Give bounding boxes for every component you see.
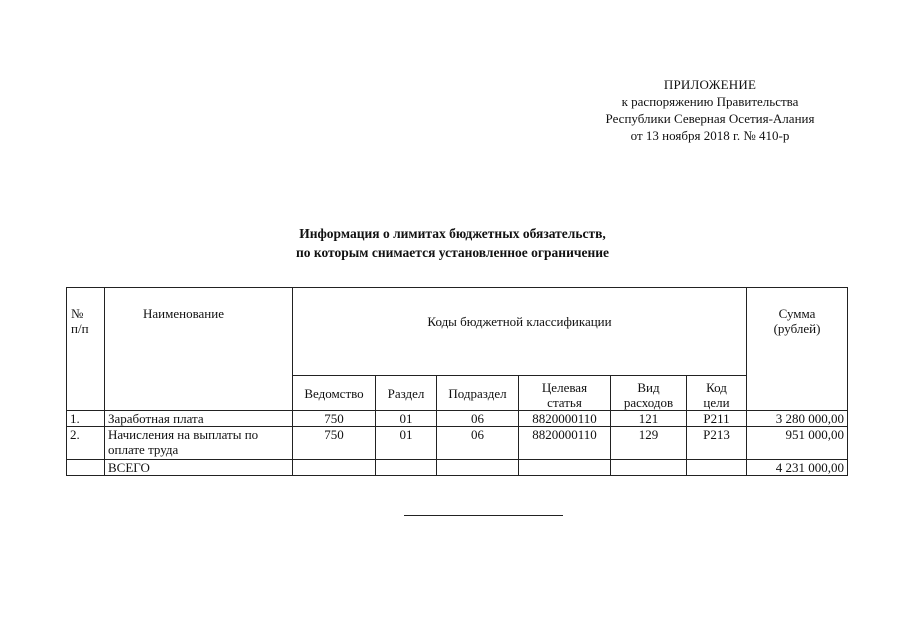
- header-budget-codes: Коды бюджетной классификации: [293, 288, 747, 376]
- total-empty-cell: [611, 460, 687, 476]
- row-target-article: 8820000110: [519, 411, 611, 427]
- header-purpose-code: [687, 376, 747, 411]
- table-row: [67, 411, 848, 427]
- total-empty-cell: [519, 460, 611, 476]
- header-sum-line2: (рублей): [773, 321, 821, 336]
- total-empty-cell: [687, 460, 747, 476]
- header-razdel: [376, 376, 437, 411]
- row-sum: 3 280 000,00: [747, 411, 848, 427]
- header-vid-line1: Вид: [637, 380, 660, 395]
- row-podrazdel: 06: [437, 411, 519, 427]
- header-vid-line2: расходов: [623, 395, 674, 410]
- header-vedomstvo: [293, 376, 376, 411]
- row-expense-type: 129: [611, 427, 687, 460]
- appendix-line-date: от 13 ноября 2018 г. № 410-р: [630, 128, 790, 143]
- total-row: [67, 460, 848, 476]
- total-empty-cell: [376, 460, 437, 476]
- header-expense-type: [611, 376, 687, 411]
- total-sum: 4 231 000,00: [747, 460, 848, 476]
- row-vedomstvo: 750: [293, 427, 376, 460]
- closing-divider: [404, 515, 563, 516]
- appendix-line-republic: Республики Северная Осетия-Алания: [605, 111, 815, 126]
- row-name-line2: оплате труда: [108, 442, 179, 457]
- row-razdel: 01: [376, 427, 437, 460]
- row-sum: 951 000,00: [747, 427, 848, 460]
- header-podrazdel: [437, 376, 519, 411]
- appendix-heading: ПРИЛОЖЕНИЕ: [663, 77, 757, 92]
- row-purpose-code: Р213: [687, 427, 747, 460]
- header-vedomstvo-label: Ведомство: [304, 386, 364, 401]
- total-empty-cell: [293, 460, 376, 476]
- table-row: [67, 427, 848, 460]
- header-kod-line1: Код: [706, 380, 727, 395]
- header-sum: [747, 288, 848, 411]
- header-razdel-label: Раздел: [387, 386, 425, 401]
- row-target-article: 8820000110: [519, 427, 611, 460]
- appendix-line-order: к распоряжению Правительства: [621, 94, 799, 109]
- header-target-line2: статья: [547, 395, 582, 410]
- header-number-line2: п/п: [71, 321, 89, 336]
- header-sum-line1: Сумма: [778, 306, 816, 321]
- title-line-1: Информация о лимитах бюджетных обязательств,: [299, 226, 606, 241]
- row-expense-type: 121: [611, 411, 687, 427]
- row-podrazdel: 06: [437, 427, 519, 460]
- header-kod-line2: цели: [703, 395, 730, 410]
- row-number: 2.: [67, 427, 105, 460]
- limits-table: [66, 287, 848, 476]
- row-vedomstvo: 750: [293, 411, 376, 427]
- total-empty-cell: [437, 460, 519, 476]
- total-label: ВСЕГО: [105, 460, 293, 476]
- header-number-line1: №: [71, 306, 84, 321]
- title-line-2: по которым снимается установленное ограничение: [295, 245, 610, 260]
- total-empty-cell: [67, 460, 105, 476]
- row-name: [105, 427, 293, 460]
- header-target-line1: Целевая: [541, 380, 588, 395]
- document-title: [180, 224, 725, 262]
- row-number: 1.: [67, 411, 105, 427]
- row-name-line1: Начисления на выплаты по: [108, 427, 259, 442]
- row-razdel: 01: [376, 411, 437, 427]
- header-number: [67, 288, 105, 411]
- row-name: Заработная плата: [105, 411, 293, 427]
- header-target-article: [519, 376, 611, 411]
- row-purpose-code: Р211: [687, 411, 747, 427]
- header-name: Наименование: [105, 288, 293, 411]
- appendix-block: [560, 76, 860, 144]
- header-podrazdel-label: Подраздел: [448, 386, 507, 401]
